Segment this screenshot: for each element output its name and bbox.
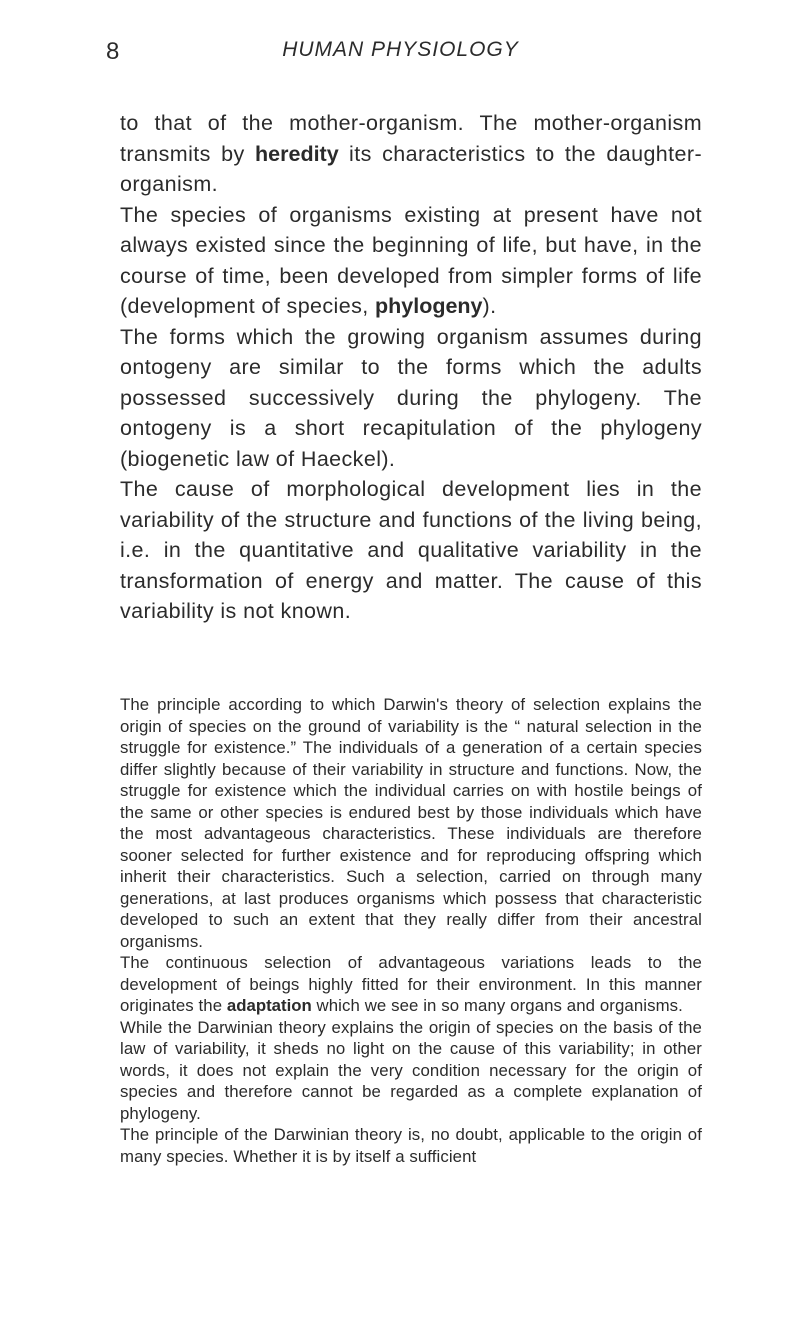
term-adaptation: adaptation	[226, 996, 312, 1015]
running-title: HUMAN PHYSIOLOGY	[282, 38, 519, 61]
paragraph-natural-selection: The principle according to which Darwin's theory of selection explains the origin of species on the ground of variability is the “ natural selection in the struggle for existence.” The individuals of a generation of a certain species differ slightly because of their variability in structure and functions. Now, the struggle for existence which the individual carries on with hostile beings of the same or other species is endured best by those individuals which have the most advantageous characteristics. These individuals are therefore sooner selected for further existence and for reproducing offspring which inherit their characteristics. Such a selection, carried on through many generations, at last produces organisms which possess that characteristic developed to such an extent that they really differ from their ancestral organisms.	[120, 695, 702, 951]
paragraph-adaptation: The continuous selection of advantageous variations leads to the development of beings highly fitted for their environment. In this manner originates the adaptation which we see in so many organs and organisms.	[120, 953, 702, 1015]
small-type-section	[120, 694, 702, 1167]
paragraph-heredity: to that of the mother-organism. The mother-organism transmits by heredity its characteristics to the daughter-organism.	[120, 111, 703, 196]
term-heredity: heredity	[255, 141, 339, 166]
paragraph-phylogeny: The species of organisms existing at present have not always existed since the beginning of life, but have, in the course of time, been developed from simpler forms of life (development of species, phylogeny).	[120, 202, 702, 318]
paragraph-principle: The principle of the Darwinian theory is, no doubt, applicable to the origin of many species. Whether it is by itself a sufficient	[120, 1125, 702, 1166]
paragraph-darwinian-theory: While the Darwinian theory explains the origin of species on the basis of the law of variability, it sheds no light on the cause of this variability; in other words, it does not explain the very condition necessary for the origin of species and therefore cannot be regarded as a complete explanation of phylogeny.	[120, 1017, 702, 1123]
paragraph-ontogeny: The forms which the growing organism assumes during ontogeny are similar to the forms which the adults possessed successively during the phylogeny. The ontogeny is a short recapitulation of the phylogeny (biogenetic law of Haeckel).	[120, 324, 702, 471]
term-phylogeny: phylogeny	[375, 294, 483, 318]
large-type-section	[120, 108, 702, 627]
paragraph-variability: The cause of morphological development lies in the variability of the structure and functions of the living being, i.e. in the quantitative and qualitative variability in the transformation of energy and matter. The cause of this variability is not known.	[120, 477, 702, 623]
page-header	[0, 38, 801, 68]
page-number: 8	[106, 38, 120, 65]
